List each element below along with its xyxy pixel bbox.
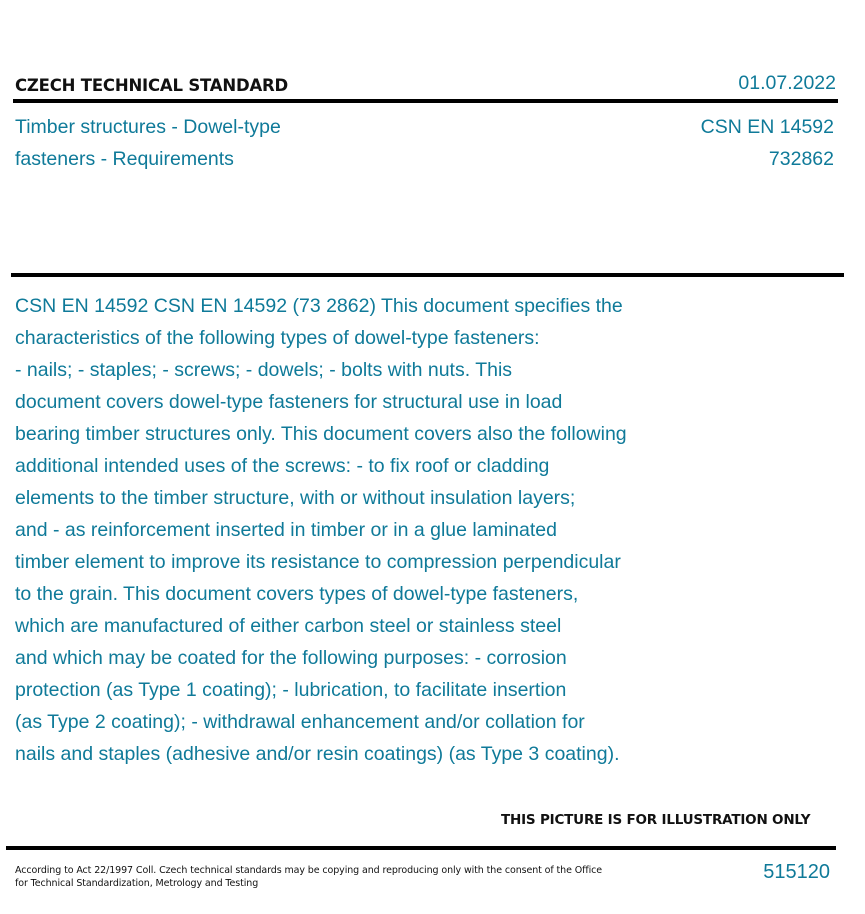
publication-date: 01.07.2022: [738, 72, 836, 94]
abstract-line: - nails; - staples; - screws; - dowels; - bolts with nuts. This: [15, 359, 513, 381]
document-abstract: [15, 290, 755, 770]
abstract-line: CSN EN 14592 CSN EN 14592 (73 2862) This document specifies the: [15, 295, 623, 317]
document-category: CZECH TECHNICAL STANDARD: [15, 76, 289, 95]
header-divider: [13, 99, 838, 103]
product-code: 515120: [763, 861, 830, 883]
abstract-line: (as Type 2 coating); - withdrawal enhancement and/or collation for: [15, 711, 585, 733]
legal-notice-line-2: for Technical Standardization, Metrology and Testing: [15, 878, 259, 889]
footer-divider: [6, 846, 836, 850]
legal-notice: [15, 864, 602, 890]
standard-title-line-1: Timber structures - Dowel-type: [15, 116, 281, 138]
abstract-line: characteristics of the following types of dowel-type fasteners:: [15, 327, 540, 349]
abstract-line: and - as reinforcement inserted in timber or in a glue laminated: [15, 519, 557, 541]
abstract-line: elements to the timber structure, with or without insulation layers;: [15, 487, 576, 509]
abstract-line: protection (as Type 1 coating); - lubrication, to facilitate insertion: [15, 679, 567, 701]
legal-notice-line-1: According to Act 22/1997 Coll. Czech technical standards may be copying and reproducing only with the consent of the Office: [15, 865, 603, 876]
abstract-line: nails and staples (adhesive and/or resin coatings) (as Type 3 coating).: [15, 743, 620, 765]
class-number: 732862: [768, 148, 834, 170]
abstract-line: and which may be coated for the following purposes: - corrosion: [15, 647, 567, 669]
standard-title-line-2: fasteners - Requirements: [15, 148, 234, 170]
illustration-disclaimer: THIS PICTURE IS FOR ILLUSTRATION ONLY: [501, 812, 811, 828]
abstract-line: to the grain. This document covers types of dowel-type fasteners,: [15, 583, 579, 605]
standard-code: CSN EN 14592: [700, 116, 834, 138]
abstract-line: document covers dowel-type fasteners for structural use in load: [15, 391, 563, 413]
abstract-line: which are manufactured of either carbon steel or stainless steel: [15, 615, 562, 637]
abstract-line: bearing timber structures only. This document covers also the following: [15, 423, 627, 445]
section-divider: [11, 273, 844, 277]
abstract-line: additional intended uses of the screws: - to fix roof or cladding: [15, 455, 550, 477]
abstract-line: timber element to improve its resistance to compression perpendicular: [15, 551, 621, 573]
